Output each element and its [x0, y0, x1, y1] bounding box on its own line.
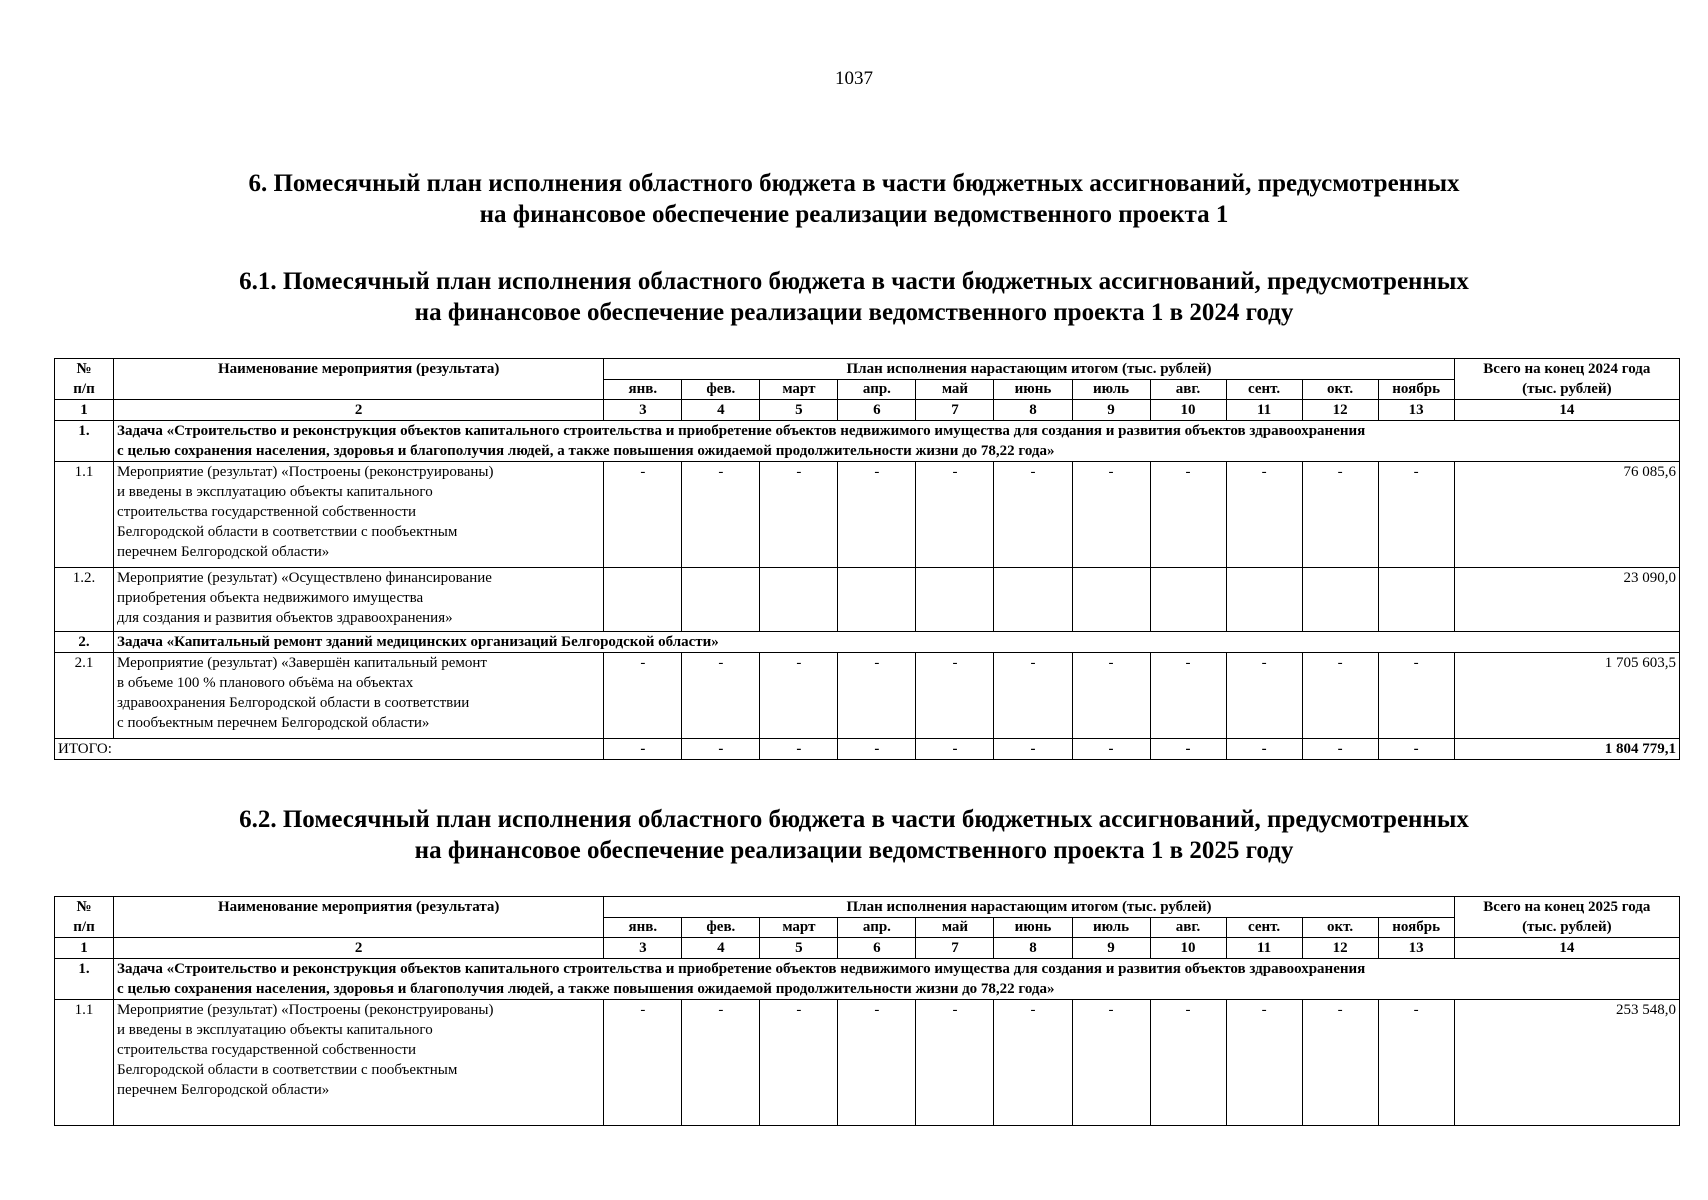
month-value — [1378, 568, 1454, 632]
col-name-header: Наименование мероприятия (результата) — [114, 359, 604, 400]
task-number: 1. — [55, 421, 114, 462]
col-number: 3 — [604, 938, 682, 959]
col-number: 7 — [916, 400, 994, 421]
month-value — [1302, 568, 1378, 632]
table-row — [55, 1000, 1680, 1126]
col-name-header: Наименование мероприятия (результата) — [114, 897, 604, 938]
month-value: - — [1302, 653, 1378, 739]
month-may: май — [916, 380, 994, 400]
month-mar: март — [760, 380, 838, 400]
month-value: - — [1072, 1000, 1150, 1126]
month-apr: апр. — [838, 918, 916, 938]
month-may: май — [916, 918, 994, 938]
month-value: - — [1226, 653, 1302, 739]
month-value: - — [916, 462, 994, 568]
main-heading-line2: на финансовое обеспечение реализации ведомственного проекта 1 — [479, 201, 1229, 228]
col-number: 11 — [1226, 400, 1302, 421]
month-jan: янв. — [604, 380, 682, 400]
month-value: - — [1150, 462, 1226, 568]
month-jul: июль — [1072, 918, 1150, 938]
col-total-header: Всего на конец 2024 года (тыс. рублей) — [1454, 359, 1679, 400]
row-description: Мероприятие (результат) «Построены (реконструированы) и введены в эксплуатацию объекты капитального строительства государственной собственности Белгородской области в соответствии с пообъектным перечнем Белгородской области» — [114, 462, 604, 568]
col-number: 4 — [682, 938, 760, 959]
month-value: - — [838, 1000, 916, 1126]
total-month-value: - — [1150, 739, 1226, 760]
month-value: - — [760, 462, 838, 568]
month-value — [994, 568, 1072, 632]
month-value: - — [760, 1000, 838, 1126]
total-label: ИТОГО: — [55, 739, 604, 760]
column-number-row — [55, 400, 1680, 421]
section-2024-heading — [0, 266, 1708, 328]
total-month-value: - — [1072, 739, 1150, 760]
col-plan-header: План исполнения нарастающим итогом (тыс. рублей) — [604, 897, 1454, 918]
total-month-value: - — [916, 739, 994, 760]
col-num-header: № п/п — [55, 897, 114, 938]
month-value — [1226, 568, 1302, 632]
col-number: 9 — [1072, 938, 1150, 959]
month-value — [604, 568, 682, 632]
col-number: 3 — [604, 400, 682, 421]
col-number: 1 — [55, 400, 114, 421]
month-value: - — [1072, 462, 1150, 568]
col-number: 2 — [114, 938, 604, 959]
month-value: - — [682, 653, 760, 739]
col-number: 2 — [114, 400, 604, 421]
plan-table-2025 — [54, 896, 1680, 1126]
month-value: - — [838, 462, 916, 568]
col-number: 14 — [1454, 938, 1679, 959]
total-month-value: - — [1378, 739, 1454, 760]
month-value: - — [1302, 1000, 1378, 1126]
row-description: Мероприятие (результат) «Построены (реконструированы) и введены в эксплуатацию объекты капитального строительства государственной собственности Белгородской области в соответствии с пообъектным перечнем Белгородской области» — [114, 1000, 604, 1126]
month-value: - — [604, 1000, 682, 1126]
month-value — [760, 568, 838, 632]
column-number-row — [55, 938, 1680, 959]
total-month-value: - — [1226, 739, 1302, 760]
col-number: 5 — [760, 938, 838, 959]
col-number: 7 — [916, 938, 994, 959]
month-value: - — [916, 653, 994, 739]
task-text: Задача «Строительство и реконструкция объектов капитального строительства и приобретение объектов недвижимого имущества для создания и развития объектов здравоохранения с целью сохранения населения, здоровья и благополучия людей, а также повышения ожидаемой продолжительности жизни до 78,22 года» — [114, 421, 1680, 462]
total-month-value: - — [760, 739, 838, 760]
total-month-value: - — [682, 739, 760, 760]
row-total: 23 090,0 — [1454, 568, 1679, 632]
main-heading — [0, 168, 1708, 230]
plan-table-2024 — [54, 358, 1680, 760]
month-nov: ноябрь — [1378, 380, 1454, 400]
col-number: 14 — [1454, 400, 1679, 421]
col-number: 6 — [838, 938, 916, 959]
month-mar: март — [760, 918, 838, 938]
col-number: 6 — [838, 400, 916, 421]
row-number: 1.1 — [55, 462, 114, 568]
row-number: 1.1 — [55, 1000, 114, 1126]
col-total-header: Всего на конец 2025 года (тыс. рублей) — [1454, 897, 1679, 938]
row-total: 1 705 603,5 — [1454, 653, 1679, 739]
task-number: 2. — [55, 632, 114, 653]
task-row — [55, 421, 1680, 462]
row-number: 2.1 — [55, 653, 114, 739]
task-text: Задача «Капитальный ремонт зданий медицинских организаций Белгородской области» — [114, 632, 1680, 653]
total-row — [55, 739, 1680, 760]
month-value: - — [1378, 653, 1454, 739]
month-sep: сент. — [1226, 918, 1302, 938]
col-number: 13 — [1378, 400, 1454, 421]
task-number: 1. — [55, 959, 114, 1000]
page-number: 1037 — [835, 68, 873, 89]
month-oct: окт. — [1302, 380, 1378, 400]
col-number: 10 — [1150, 938, 1226, 959]
month-value: - — [1150, 653, 1226, 739]
grand-total: 1 804 779,1 — [1454, 739, 1679, 760]
month-value: - — [1072, 653, 1150, 739]
month-feb: фев. — [682, 918, 760, 938]
section-2025-heading — [0, 804, 1708, 866]
month-value — [682, 568, 760, 632]
col-number: 9 — [1072, 400, 1150, 421]
month-apr: апр. — [838, 380, 916, 400]
month-value: - — [1302, 462, 1378, 568]
month-value: - — [994, 653, 1072, 739]
month-jan: янв. — [604, 918, 682, 938]
month-oct: окт. — [1302, 918, 1378, 938]
total-month-value: - — [604, 739, 682, 760]
month-value: - — [1378, 462, 1454, 568]
month-value: - — [1378, 1000, 1454, 1126]
month-value: - — [604, 462, 682, 568]
col-number: 10 — [1150, 400, 1226, 421]
month-sep: сент. — [1226, 380, 1302, 400]
section-2024-heading-line2: на финансовое обеспечение реализации ведомственного проекта 1 в 2024 году — [414, 299, 1294, 326]
month-value: - — [604, 653, 682, 739]
task-text: Задача «Строительство и реконструкция объектов капитального строительства и приобретение объектов недвижимого имущества для создания и развития объектов здравоохранения с целью сохранения населения, здоровья и благополучия людей, а также повышения ожидаемой продолжительности жизни до 78,22 года» — [114, 959, 1680, 1000]
month-value — [916, 568, 994, 632]
month-value: - — [1226, 1000, 1302, 1126]
table-row — [55, 568, 1680, 632]
month-value: - — [682, 1000, 760, 1126]
month-feb: фев. — [682, 380, 760, 400]
col-number: 12 — [1302, 400, 1378, 421]
col-number: 1 — [55, 938, 114, 959]
total-month-value: - — [838, 739, 916, 760]
month-value: - — [1150, 1000, 1226, 1126]
row-number: 1.2. — [55, 568, 114, 632]
month-value: - — [994, 462, 1072, 568]
section-2025-heading-line1: 6.2. Помесячный план исполнения областного бюджета в части бюджетных ассигнований, предусмотренных — [239, 806, 1469, 833]
month-value: - — [838, 653, 916, 739]
month-jul: июль — [1072, 380, 1150, 400]
table-row — [55, 653, 1680, 739]
col-num-header: № п/п — [55, 359, 114, 400]
month-value: - — [916, 1000, 994, 1126]
month-value: - — [760, 653, 838, 739]
task-row — [55, 632, 1680, 653]
month-value — [1150, 568, 1226, 632]
section-2025-heading-line2: на финансовое обеспечение реализации ведомственного проекта 1 в 2025 году — [414, 837, 1294, 864]
row-total: 76 085,6 — [1454, 462, 1679, 568]
month-jun: июнь — [994, 918, 1072, 938]
month-aug: авг. — [1150, 380, 1226, 400]
section-2024-heading-line1: 6.1. Помесячный план исполнения областного бюджета в части бюджетных ассигнований, предусмотренных — [239, 268, 1469, 295]
month-aug: авг. — [1150, 918, 1226, 938]
col-number: 13 — [1378, 938, 1454, 959]
col-number: 4 — [682, 400, 760, 421]
table-row — [55, 462, 1680, 568]
row-description: Мероприятие (результат) «Завершён капитальный ремонт в объеме 100 % планового объёма на объектах здравоохранения Белгородской области в соответствии с пообъектным перечнем Белгородской области» — [114, 653, 604, 739]
task-row — [55, 959, 1680, 1000]
month-jun: июнь — [994, 380, 1072, 400]
total-month-value: - — [1302, 739, 1378, 760]
month-value — [838, 568, 916, 632]
col-number: 8 — [994, 938, 1072, 959]
month-value — [1072, 568, 1150, 632]
month-value: - — [994, 1000, 1072, 1126]
col-number: 12 — [1302, 938, 1378, 959]
row-description: Мероприятие (результат) «Осуществлено финансирование приобретения объекта недвижимого имущества для создания и развития объектов здравоохранения» — [114, 568, 604, 632]
col-number: 11 — [1226, 938, 1302, 959]
col-number: 8 — [994, 400, 1072, 421]
total-month-value: - — [994, 739, 1072, 760]
main-heading-line1: 6. Помесячный план исполнения областного бюджета в части бюджетных ассигнований, предусмотренных — [248, 170, 1460, 197]
month-value: - — [682, 462, 760, 568]
col-number: 5 — [760, 400, 838, 421]
col-plan-header: План исполнения нарастающим итогом (тыс. рублей) — [604, 359, 1454, 380]
month-nov: ноябрь — [1378, 918, 1454, 938]
row-total: 253 548,0 — [1454, 1000, 1679, 1126]
month-value: - — [1226, 462, 1302, 568]
